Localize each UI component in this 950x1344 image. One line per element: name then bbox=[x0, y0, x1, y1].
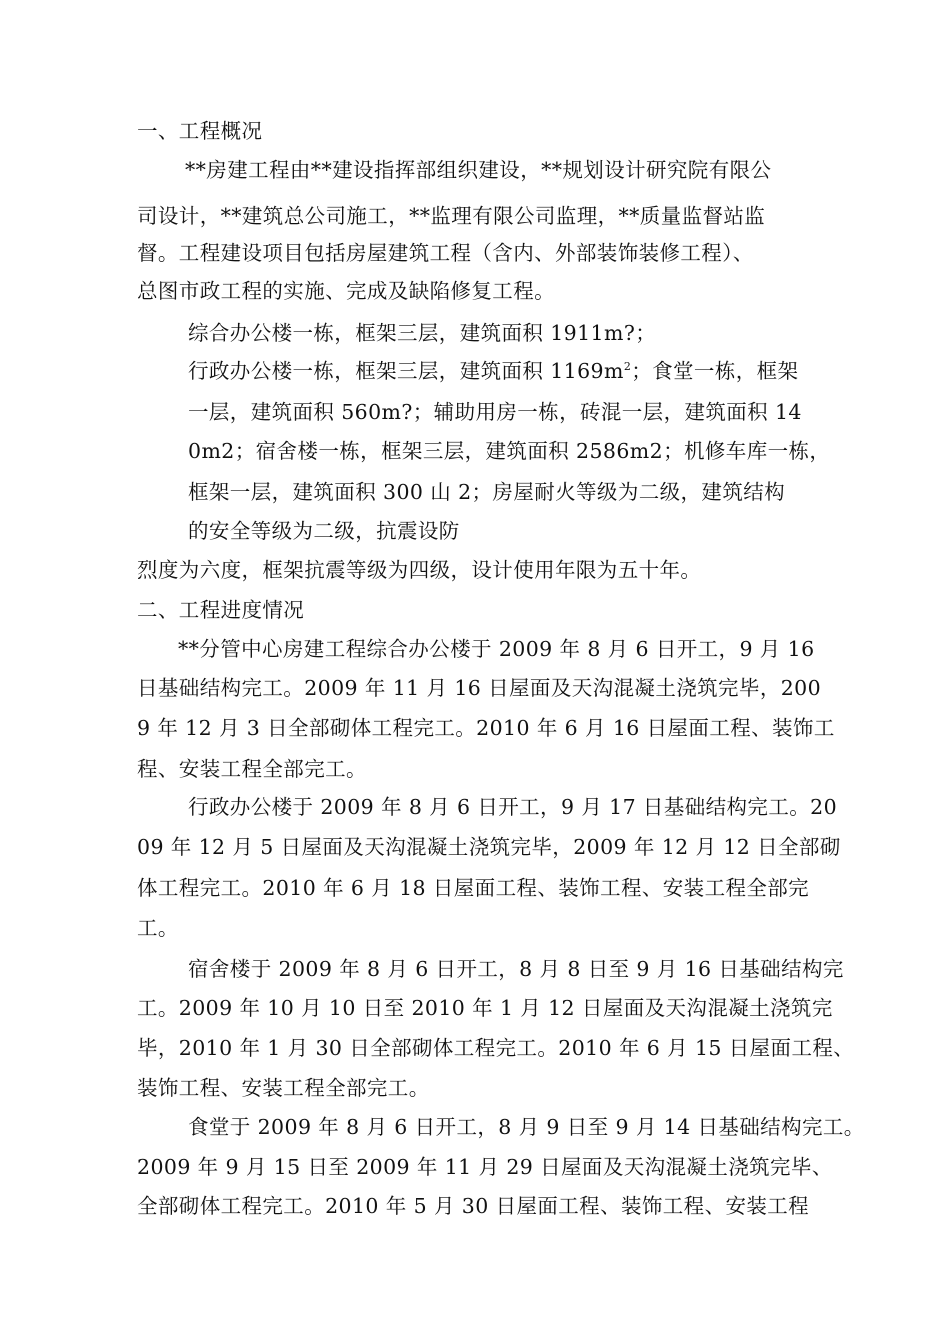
building-detail-text: ；食堂一栋，框架 bbox=[631, 359, 799, 383]
building-detail-line bbox=[188, 358, 798, 384]
paragraph-line: 督。工程建设项目包括房屋建筑工程（含内、外部装饰装修工程）、 bbox=[137, 241, 754, 265]
paragraph-line: 工。 bbox=[137, 916, 179, 940]
paragraph-line: 毕，2010 年 1 月 30 日全部砌体工程完工。2010 年 6 月 15 日屋面工程、 bbox=[137, 1036, 855, 1060]
building-detail-line: 的安全等级为二级，抗震设防 bbox=[188, 519, 460, 543]
paragraph-line: 体工程完工。2010 年 6 月 18 日屋面工程、装饰工程、安装工程全部完 bbox=[137, 876, 810, 900]
paragraph-line: 食堂于 2009 年 8 月 6 日开工，8 月 9 日至 9 月 14 日基础结构完工。 bbox=[188, 1115, 865, 1139]
building-detail-line: 一层，建筑面积 560m?；辅助用房一栋，砖混一层，建筑面积 14 bbox=[188, 400, 802, 424]
section2-heading: 二、工程进度情况 bbox=[137, 598, 305, 622]
paragraph-line: 装饰工程、安装工程全部完工。 bbox=[137, 1076, 430, 1100]
paragraph-line: 日基础结构完工。2009 年 11 月 16 日屋面及天沟混凝土浇筑完毕，200 bbox=[137, 676, 822, 700]
paragraph-line: 总图市政工程的实施、完成及缺陷修复工程。 bbox=[137, 279, 555, 303]
paragraph-line: 司设计，**建筑总公司施工，**监理有限公司监理，**质量监督站监 bbox=[137, 204, 766, 228]
section1-heading: 一、工程概况 bbox=[137, 119, 263, 143]
building-detail-line: 0m2；宿舍楼一栋，框架三层，建筑面积 2586m2；机修车库一栋， bbox=[188, 439, 831, 463]
paragraph-line: 程、安装工程全部完工。 bbox=[137, 757, 367, 781]
paragraph-line: **房建工程由**建设指挥部组织建设，**规划设计研究院有限公 bbox=[185, 158, 772, 182]
paragraph-line: 2009 年 9 月 15 日至 2009 年 11 月 29 日屋面及天沟混凝土浇筑完毕、 bbox=[137, 1155, 833, 1179]
paragraph-line: 宿舍楼于 2009 年 8 月 6 日开工，8 月 8 日至 9 月 16 日基础结构完 bbox=[188, 957, 844, 981]
paragraph-line: 烈度为六度，框架抗震等级为四级，设计使用年限为五十年。 bbox=[137, 558, 702, 582]
building-info-line: 综合办公楼一栋，框架三层，建筑面积 1911m?； bbox=[188, 321, 657, 345]
building-detail-text: 行政办公楼一栋，框架三层，建筑面积 1169m bbox=[188, 359, 624, 383]
paragraph-line: 全部砌体工程完工。2010 年 5 月 30 日屋面工程、装饰工程、安装工程 bbox=[137, 1194, 810, 1218]
paragraph-line: 9 年 12 月 3 日全部砌体工程完工。2010 年 6 月 16 日屋面工程、装饰工 bbox=[137, 716, 835, 740]
paragraph-line: 行政办公楼于 2009 年 8 月 6 日开工，9 月 17 日基础结构完工。20 bbox=[188, 795, 838, 819]
paragraph-line: 09 年 12 月 5 日屋面及天沟混凝土浇筑完毕，2009 年 12 月 12 日全部砌 bbox=[137, 835, 841, 859]
paragraph-line: 工。2009 年 10 月 10 日至 2010 年 1 月 12 日屋面及天沟混凝土浇筑完 bbox=[137, 996, 833, 1020]
paragraph-line: **分管中心房建工程综合办公楼于 2009 年 8 月 6 日开工，9 月 16 bbox=[178, 637, 815, 661]
building-detail-line: 框架一层，建筑面积 300 山 2；房屋耐火等级为二级，建筑结构 bbox=[188, 480, 786, 504]
superscript: 2 bbox=[623, 360, 632, 373]
